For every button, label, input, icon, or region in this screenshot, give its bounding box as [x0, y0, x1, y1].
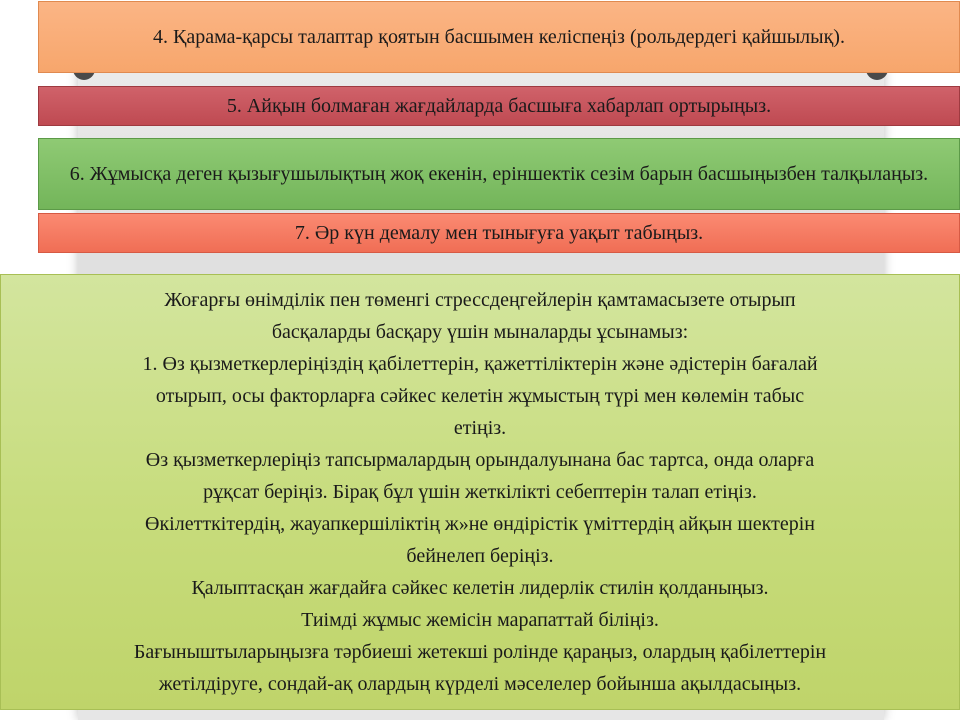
- banner-item-4: [38, 1, 960, 73]
- banner-item-5: [38, 86, 960, 126]
- panel-line: етіңіз.: [453, 417, 507, 439]
- banner-item-6: [38, 138, 960, 210]
- banner-item-6-text: 6. Жұмысқа деген қызығушылықтың жоқ екенін, еріншектік сезім барын басшыңызбен талқылаңыз.: [69, 163, 929, 185]
- banner-item-7-text: 7. Әр күн демалу мен тынығуға уақыт табыңыз.: [294, 222, 704, 244]
- panel-line: отырып, осы факторларға сәйкес келетін жұмыстың түрі мен көлемін табыс: [155, 385, 805, 407]
- panel-line: басқаларды басқару үшін мыналарды ұсынамыз:: [271, 321, 689, 343]
- panel-line: Қалыптасқан жағдайға сәйкес келетін лидерлік стилін қолданыңыз.: [191, 577, 769, 599]
- panel-line: жетілдіруге, сондай-ақ олардың күрделі мәселелер бойынша ақылдасыңыз.: [158, 673, 802, 695]
- panel-line: бейнелеп беріңіз.: [406, 545, 554, 567]
- recommendations-panel: [0, 274, 960, 710]
- panel-line: Бағыныштыларыңызға тәрбиеші жетекші ролінде қараңыз, олардың қабілеттерін: [133, 641, 827, 663]
- panel-line: рұқсат беріңіз. Бірақ бұл үшін жеткілікті себептерін талап етіңіз.: [203, 481, 757, 503]
- panel-line: Тиімді жұмыс жемісін марапаттай біліңіз.: [301, 609, 659, 631]
- panel-line: Өкілетткітердің, жауапкершіліктің ж»не өндірістік үміттердің айқын шектерін: [145, 513, 815, 535]
- banner-item-5-text: 5. Айқын болмаған жағдайларда басшыға хабарлап ортырыңыз.: [226, 95, 772, 117]
- panel-line: Өз қызметкерлеріңіз тапсырмалардың орындалуынана бас тартса, онда оларға: [145, 449, 815, 471]
- panel-line: 1. Өз қызметкерлеріңіздің қабілеттерін, қажеттіліктерін және әдістерін бағалай: [142, 353, 818, 375]
- banner-item-4-text: 4. Қарама-қарсы талаптар қоятын басшымен келіспеңіз (рольдердегі қайшылық).: [153, 26, 845, 48]
- panel-line: Жоғарғы өнімділік пен төменгі стрессдеңгейлерін қамтамасызете отырып: [164, 289, 796, 311]
- banner-item-7: [38, 213, 960, 253]
